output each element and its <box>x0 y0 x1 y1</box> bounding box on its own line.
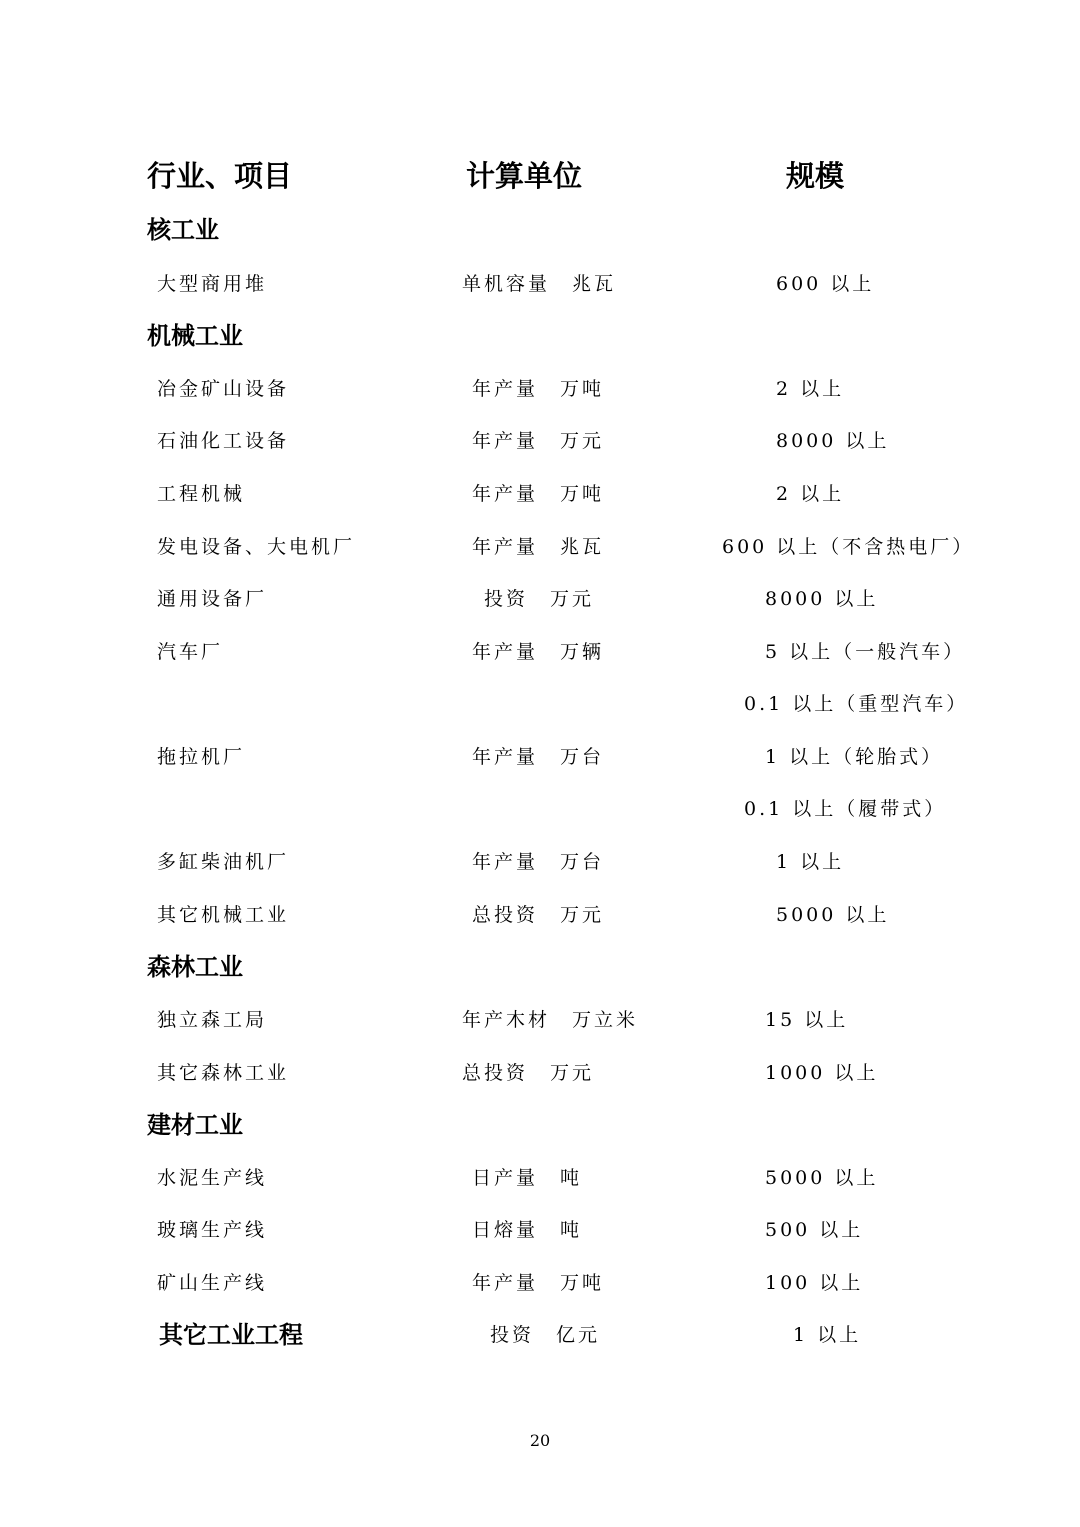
section-title-row <box>0 316 1080 356</box>
section-title: 核工业 <box>147 216 219 244</box>
item-unit: 年产量 万吨 <box>472 1272 605 1294</box>
item-name: 独立森工局 <box>157 1009 268 1031</box>
item-name: 发电设备、大电机厂 <box>157 536 356 558</box>
item-name: 汽车厂 <box>157 641 224 663</box>
item-scale: 5000 以上 <box>765 1167 879 1189</box>
item-name: 矿山生产线 <box>157 1272 268 1294</box>
item-name: 通用设备厂 <box>157 588 268 610</box>
section-title: 森林工业 <box>147 953 243 981</box>
item-unit: 总投资 万元 <box>472 904 605 926</box>
table-row <box>0 684 1080 724</box>
item-scale: 2 以上 <box>776 378 845 400</box>
item-scale: 1 以上 <box>793 1324 862 1346</box>
item-scale: 1 以上 <box>776 851 845 873</box>
item-unit: 总投资 万元 <box>462 1062 595 1084</box>
item-name: 多缸柴油机厂 <box>157 851 290 873</box>
item-name: 工程机械 <box>157 483 246 505</box>
table-row <box>0 737 1080 777</box>
table-row <box>0 1000 1080 1040</box>
item-unit: 年产量 万辆 <box>472 641 605 663</box>
item-scale: 15 以上 <box>765 1009 849 1031</box>
header-industry: 行业、项目 <box>147 159 293 193</box>
section-title-row <box>0 1105 1080 1145</box>
item-name: 冶金矿山设备 <box>157 378 290 400</box>
page-number: 20 <box>529 1431 551 1450</box>
item-scale: 1 以上（轮胎式） <box>765 746 944 768</box>
item-scale: 2 以上 <box>776 483 845 505</box>
item-scale: 100 以上 <box>765 1272 864 1294</box>
table-header <box>0 156 1080 196</box>
table-row <box>0 1263 1080 1303</box>
table-row <box>0 421 1080 461</box>
section-title-row <box>0 210 1080 250</box>
item-name: 石油化工设备 <box>157 430 290 452</box>
item-unit: 年产量 兆瓦 <box>472 536 605 558</box>
header-unit: 计算单位 <box>466 159 583 193</box>
header-scale: 规模 <box>786 159 845 193</box>
item-name: 其它机械工业 <box>157 904 290 926</box>
item-unit: 日产量 吨 <box>472 1167 583 1189</box>
item-name: 其它森林工业 <box>157 1062 290 1084</box>
item-scale: 600 以上 <box>776 273 875 295</box>
item-unit: 年产量 万元 <box>472 430 605 452</box>
item-unit: 投资 亿元 <box>490 1324 601 1346</box>
item-scale: 0.1 以上（履带式） <box>744 798 947 820</box>
table-row <box>0 369 1080 409</box>
table-row <box>0 474 1080 514</box>
item-unit: 年产量 万台 <box>472 746 605 768</box>
item-unit: 投资 万元 <box>484 588 595 610</box>
table-row <box>0 632 1080 672</box>
item-scale: 5000 以上 <box>776 904 890 926</box>
item-scale: 8000 以上 <box>765 588 879 610</box>
item-scale: 600 以上（不含热电厂） <box>722 536 975 558</box>
item-scale: 500 以上 <box>765 1219 864 1241</box>
item-unit: 年产量 万台 <box>472 851 605 873</box>
item-scale: 0.1 以上（重型汽车） <box>744 693 969 715</box>
table-row <box>0 895 1080 935</box>
item-scale: 1000 以上 <box>765 1062 879 1084</box>
item-unit: 年产量 万吨 <box>472 378 605 400</box>
table-row <box>0 789 1080 829</box>
table-row <box>0 264 1080 304</box>
item-unit: 年产量 万吨 <box>472 483 605 505</box>
section-other-industry <box>0 1315 1080 1355</box>
section-title: 机械工业 <box>147 322 243 350</box>
item-name: 大型商用堆 <box>157 273 268 295</box>
section-title: 其它工业工程 <box>159 1321 303 1349</box>
item-name: 拖拉机厂 <box>157 746 246 768</box>
item-unit: 年产木材 万立米 <box>462 1009 639 1031</box>
section-title-row <box>0 947 1080 987</box>
item-scale: 8000 以上 <box>776 430 890 452</box>
section-title: 建材工业 <box>147 1111 243 1139</box>
item-unit: 单机容量 兆瓦 <box>462 273 617 295</box>
table-row <box>0 1210 1080 1250</box>
item-name: 水泥生产线 <box>157 1167 268 1189</box>
item-unit: 日熔量 吨 <box>472 1219 583 1241</box>
table-row <box>0 842 1080 882</box>
table-row <box>0 1053 1080 1093</box>
table-row <box>0 1158 1080 1198</box>
item-name: 玻璃生产线 <box>157 1219 268 1241</box>
table-row <box>0 527 1080 567</box>
table-row <box>0 579 1080 619</box>
item-scale: 5 以上（一般汽车） <box>765 641 966 663</box>
